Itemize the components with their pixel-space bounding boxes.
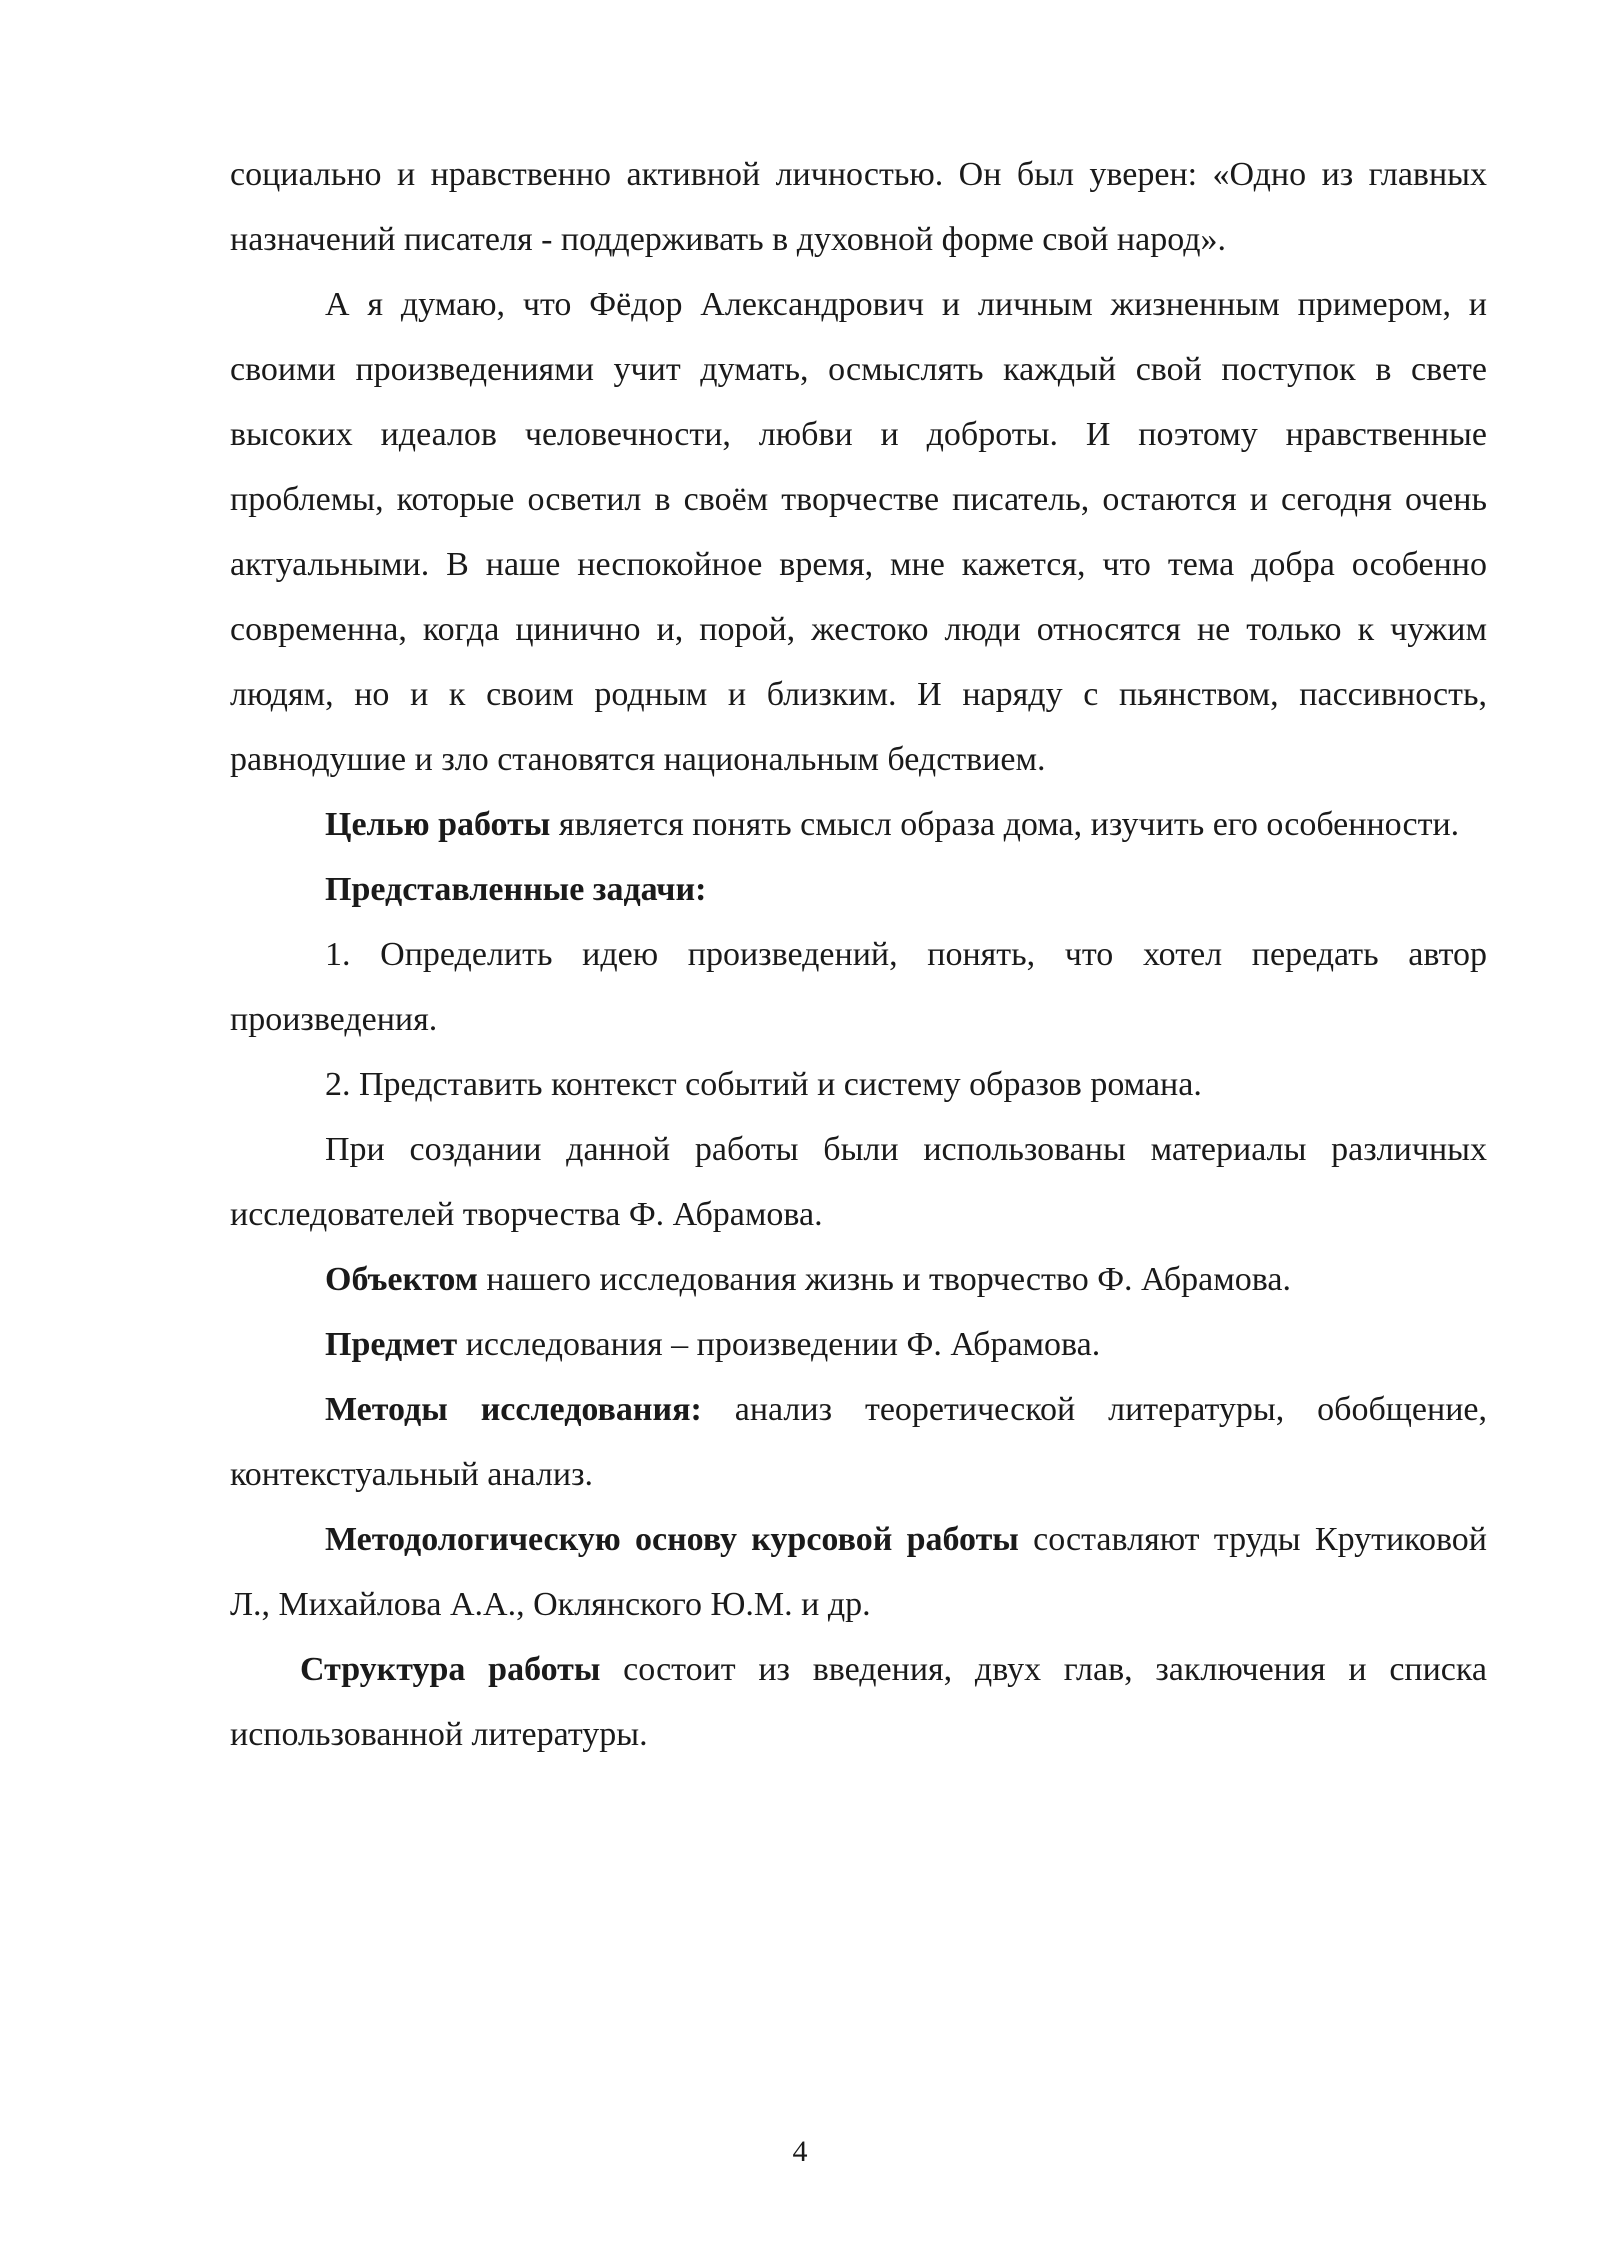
paragraph-text: исследования – произведении Ф. Абрамова. (457, 1326, 1101, 1363)
paragraph-structure (230, 1637, 1487, 1767)
paragraph-bold-lead: Структура работы (300, 1651, 601, 1688)
paragraph-tasks-heading (230, 857, 1487, 922)
paragraph-text: социально и нравственно активной личностью. Он был уверен: «Одно из главных назначений писателя - поддерживать в духовной форме свой народ». (230, 156, 1487, 258)
paragraph-text: нашего исследования жизнь и творчество Ф. Абрамова. (477, 1261, 1291, 1298)
paragraph-text: является понять смысл образа дома, изучить его особенности. (550, 806, 1460, 843)
paragraph-methodology (230, 1507, 1487, 1637)
paragraph-task-2 (230, 1052, 1487, 1117)
paragraph-object (230, 1247, 1487, 1312)
paragraph-author-opinion (230, 272, 1487, 792)
paragraph-methods (230, 1377, 1487, 1507)
paragraph-text: А я думаю, что Фёдор Александрович и личным жизненным примером, и своими произведениями учит думать, осмыслять каждый свой поступок в свете высоких идеалов человечности, любви и доброты. И поэтому нравственные проблемы, которые осветил в своём творчестве писатель, остаются и сегодня очень актуальными. В наше неспокойное время, мне кажется, что тема добра особенно современна, когда цинично и, порой, жестоко люди относятся не только к чужим людям, но и к своим родным и близким. И наряду с пьянством, пассивность, равнодушие и зло становятся национальным бедствием. (230, 286, 1487, 778)
paragraph-text: 2. Представить контекст событий и систему образов романа. (325, 1066, 1202, 1103)
paragraph-bold-lead: Предмет (325, 1326, 458, 1363)
page-number: 4 (792, 2135, 808, 2168)
paragraph-subject (230, 1312, 1487, 1377)
paragraph-goal (230, 792, 1487, 857)
paragraph-text: При создании данной работы были использованы материалы различных исследователей творчества Ф. Абрамова. (230, 1131, 1487, 1233)
paragraph-text: анализ теоретической литературы, обобщение, контекстуальный анализ. (230, 1391, 1488, 1493)
paragraph-text: состоит из введения, двух глав, заключения и списка использованной литературы. (230, 1651, 1487, 1753)
paragraph-intro-continuation (230, 142, 1487, 272)
paragraph-bold-lead: Целью работы (325, 806, 551, 843)
paragraph-bold-lead: Методологическую основу курсовой работы (325, 1521, 1019, 1558)
paragraph-bold-lead: Представленные задачи: (325, 871, 707, 908)
paragraph-text: составляют труды Крутиковой Л., Михайлова А.А., Оклянского Ю.М. и др. (230, 1521, 1487, 1623)
paragraph-materials (230, 1117, 1487, 1247)
paragraph-bold-lead: Объектом (325, 1261, 478, 1298)
paragraph-bold-lead: Методы исследования: (325, 1391, 702, 1428)
body-text (230, 142, 1487, 1767)
paragraph-text: 1. Определить идею произведений, понять, что хотел передать автор произведения. (230, 936, 1487, 1038)
paragraph-task-1 (230, 922, 1487, 1052)
